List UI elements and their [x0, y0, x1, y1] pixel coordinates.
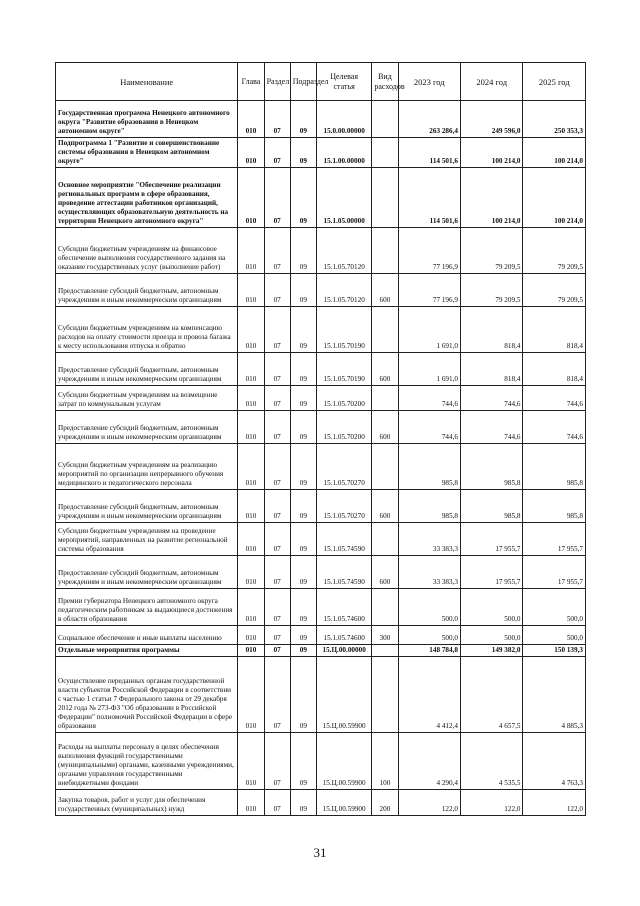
row-2024: 985,8	[461, 490, 523, 523]
row-vid	[372, 657, 398, 733]
table-row	[56, 626, 586, 645]
row-celevaya: 15.1.05.74590	[316, 556, 371, 589]
row-2024: 744,6	[461, 411, 523, 444]
row-podrazdel: 09	[290, 556, 316, 589]
col-2023-header: 2023 год	[398, 63, 460, 101]
row-2025: 122,0	[523, 790, 586, 816]
col-vid-header: Вид расходов	[372, 63, 398, 101]
row-name: Закупка товаров, работ и услуг для обеспечения государственных (муниципальных) нужд	[56, 790, 238, 816]
row-glava: 010	[238, 101, 264, 138]
table-row	[56, 228, 586, 274]
row-glava: 010	[238, 589, 264, 626]
row-celevaya: 15.1.05.70200	[316, 386, 371, 411]
row-2024: 249 596,0	[461, 101, 523, 138]
budget-table	[55, 62, 586, 816]
row-glava: 010	[238, 523, 264, 556]
row-name: Основное мероприятие "Обеспечение реализации региональных программ в сфере образования, проведение аттестации работников организаций, осуществляющих образовательную деятельность на территории Ненецкого автономного округа"	[56, 168, 238, 228]
row-2023: 1 691,0	[398, 353, 460, 386]
row-glava: 010	[238, 444, 264, 490]
row-podrazdel: 09	[290, 353, 316, 386]
row-podrazdel: 09	[290, 490, 316, 523]
row-celevaya: 15.1.05.70270	[316, 490, 371, 523]
row-2024: 818,4	[461, 353, 523, 386]
row-razdel: 07	[264, 274, 290, 307]
table-row	[56, 490, 586, 523]
row-name: Отдельные мероприятия программы	[56, 645, 238, 657]
row-2025: 17 955,7	[523, 556, 586, 589]
row-celevaya: 15.1.05.70120	[316, 274, 371, 307]
row-2024: 500,0	[461, 626, 523, 645]
row-name: Предоставление субсидий бюджетным, автономным учреждениям и иным некоммерческим организациям	[56, 490, 238, 523]
row-2025: 818,4	[523, 307, 586, 353]
row-2024: 985,8	[461, 444, 523, 490]
row-celevaya: 15.1.05.70120	[316, 228, 371, 274]
table-row	[56, 733, 586, 790]
table-row	[56, 138, 586, 168]
row-razdel: 07	[264, 645, 290, 657]
row-podrazdel: 09	[290, 101, 316, 138]
row-glava: 010	[238, 556, 264, 589]
row-name: Субсидии бюджетным учреждениям на проведение мероприятий, направленных на развитие региональной системы образования	[56, 523, 238, 556]
row-celevaya: 15.1.05.00000	[316, 168, 371, 228]
row-name: Предоставление субсидий бюджетным, автономным учреждениям и иным некоммерческим организациям	[56, 411, 238, 444]
row-2023: 122,0	[398, 790, 460, 816]
row-vid	[372, 101, 398, 138]
row-2024: 149 382,0	[461, 645, 523, 657]
row-razdel: 07	[264, 556, 290, 589]
row-vid	[372, 228, 398, 274]
row-glava: 010	[238, 168, 264, 228]
row-2023: 114 501,6	[398, 168, 460, 228]
row-2024: 4 535,5	[461, 733, 523, 790]
row-podrazdel: 09	[290, 523, 316, 556]
row-razdel: 07	[264, 589, 290, 626]
row-razdel: 07	[264, 353, 290, 386]
row-vid	[372, 444, 398, 490]
row-name: Расходы на выплаты персоналу в целях обеспечения выполнения функций государственными (муниципальными) органами, казенными учреждениями, органами управления государственными внебюджетными фондами	[56, 733, 238, 790]
row-celevaya: 15.1.05.74600	[316, 626, 371, 645]
row-podrazdel: 09	[290, 657, 316, 733]
row-glava: 010	[238, 386, 264, 411]
row-vid	[372, 386, 398, 411]
row-celevaya: 15.1.05.70190	[316, 307, 371, 353]
row-2025: 250 353,3	[523, 101, 586, 138]
row-name: Предоставление субсидий бюджетным, автономным учреждениям и иным некоммерческим организациям	[56, 556, 238, 589]
table-row	[56, 168, 586, 228]
row-celevaya: 15.1.05.74590	[316, 523, 371, 556]
row-2025: 500,0	[523, 589, 586, 626]
row-2025: 100 214,0	[523, 138, 586, 168]
row-2024: 17 955,7	[461, 523, 523, 556]
page-number: 31	[313, 845, 327, 860]
row-2023: 114 501,6	[398, 138, 460, 168]
row-celevaya: 15.1.05.74600	[316, 589, 371, 626]
row-vid: 600	[372, 490, 398, 523]
row-2023: 744,6	[398, 411, 460, 444]
table-row	[56, 444, 586, 490]
row-2025: 500,0	[523, 626, 586, 645]
row-2025: 744,6	[523, 386, 586, 411]
table-row	[56, 556, 586, 589]
row-celevaya: 15.1.00.00000	[316, 138, 371, 168]
row-vid: 200	[372, 790, 398, 816]
row-podrazdel: 09	[290, 626, 316, 645]
col-2025-header: 2025 год	[523, 63, 586, 101]
row-razdel: 07	[264, 626, 290, 645]
row-glava: 010	[238, 490, 264, 523]
col-celevaya-header: Целевая статья	[316, 63, 371, 101]
row-2025: 17 955,7	[523, 523, 586, 556]
row-celevaya: 15.1.05.70190	[316, 353, 371, 386]
row-podrazdel: 09	[290, 733, 316, 790]
row-name: Социальное обеспечение и иные выплаты населению	[56, 626, 238, 645]
row-glava: 010	[238, 645, 264, 657]
row-podrazdel: 09	[290, 790, 316, 816]
row-celevaya: 15.0.00.00000	[316, 101, 371, 138]
row-razdel: 07	[264, 228, 290, 274]
row-2023: 985,8	[398, 490, 460, 523]
row-glava: 010	[238, 274, 264, 307]
row-name: Субсидии бюджетным учреждениям на реализацию мероприятий по организации непрерывного обучения медицинского и педагогического персонала	[56, 444, 238, 490]
row-vid: 600	[372, 353, 398, 386]
row-2023: 4 290,4	[398, 733, 460, 790]
row-2025: 744,6	[523, 411, 586, 444]
row-glava: 010	[238, 733, 264, 790]
row-2023: 77 196,9	[398, 274, 460, 307]
table-row	[56, 353, 586, 386]
row-2024: 122,0	[461, 790, 523, 816]
row-razdel: 07	[264, 523, 290, 556]
row-vid	[372, 168, 398, 228]
row-2024: 100 214,0	[461, 138, 523, 168]
table-row	[56, 101, 586, 138]
col-2024-header: 2024 год	[461, 63, 523, 101]
row-2024: 79 209,5	[461, 228, 523, 274]
row-2023: 77 196,9	[398, 228, 460, 274]
row-vid	[372, 523, 398, 556]
col-podrazdel-header: Подраздел	[290, 63, 316, 101]
col-razdel-header: Раздел	[264, 63, 290, 101]
table-row	[56, 657, 586, 733]
col-glava-header: Глава	[238, 63, 264, 101]
row-2023: 500,0	[398, 626, 460, 645]
row-name: Премии губернатора Ненецкого автономного округа педагогическим работникам за выдающиеся достижения в области образования	[56, 589, 238, 626]
row-glava: 010	[238, 228, 264, 274]
row-name: Осуществление переданных органам государственной власти субъектов Российской Федерации в соответствии с частью 1 статьи 7 Федерального закона от 29 декабря 2012 года № 273-ФЗ "Об образовании в Российской Федерации" полномочий Российской Федерации в сфере образования	[56, 657, 238, 733]
row-podrazdel: 09	[290, 228, 316, 274]
row-2024: 100 214,0	[461, 168, 523, 228]
row-name: Государственная программа Ненецкого автономного округа "Развитие образования в Ненецком автономном округе"	[56, 101, 238, 138]
row-glava: 010	[238, 353, 264, 386]
row-glava: 010	[238, 657, 264, 733]
row-2023: 4 412,4	[398, 657, 460, 733]
row-vid: 300	[372, 626, 398, 645]
row-2024: 79 209,5	[461, 274, 523, 307]
row-2025: 818,4	[523, 353, 586, 386]
row-razdel: 07	[264, 168, 290, 228]
row-razdel: 07	[264, 411, 290, 444]
row-podrazdel: 09	[290, 645, 316, 657]
row-glava: 010	[238, 138, 264, 168]
row-razdel: 07	[264, 490, 290, 523]
row-glava: 010	[238, 626, 264, 645]
row-2023: 33 383,3	[398, 556, 460, 589]
row-celevaya: 15.Ц.00.59900	[316, 657, 371, 733]
row-2024: 500,0	[461, 589, 523, 626]
row-celevaya: 15.Ц.00.00000	[316, 645, 371, 657]
row-2025: 985,8	[523, 444, 586, 490]
row-podrazdel: 09	[290, 386, 316, 411]
row-podrazdel: 09	[290, 589, 316, 626]
row-razdel: 07	[264, 444, 290, 490]
col-name-header: Наименование	[56, 63, 238, 101]
table-row	[56, 411, 586, 444]
row-2023: 263 286,4	[398, 101, 460, 138]
row-celevaya: 15.1.05.70270	[316, 444, 371, 490]
row-vid: 600	[372, 274, 398, 307]
row-2024: 818,4	[461, 307, 523, 353]
row-2023: 33 383,3	[398, 523, 460, 556]
row-2025: 4 885,3	[523, 657, 586, 733]
row-2023: 500,0	[398, 589, 460, 626]
row-celevaya: 15.Ц.00.59900	[316, 733, 371, 790]
row-name: Подпрограмма 1 "Развитие и совершенствование системы образования в Ненецком автономном округе"	[56, 138, 238, 168]
table-row	[56, 645, 586, 657]
row-2024: 17 955,7	[461, 556, 523, 589]
row-glava: 010	[238, 790, 264, 816]
row-2025: 985,8	[523, 490, 586, 523]
row-2024: 4 657,5	[461, 657, 523, 733]
row-vid	[372, 589, 398, 626]
table-row	[56, 790, 586, 816]
row-2023: 985,8	[398, 444, 460, 490]
row-2025: 79 209,5	[523, 274, 586, 307]
row-vid: 100	[372, 733, 398, 790]
row-2025: 4 763,3	[523, 733, 586, 790]
table-row	[56, 523, 586, 556]
row-2025: 150 139,3	[523, 645, 586, 657]
row-razdel: 07	[264, 101, 290, 138]
row-name: Субсидии бюджетным учреждениям на компенсацию расходов на оплату стоимости проезда и провоза багажа к месту использования отпуска и обратно	[56, 307, 238, 353]
row-2025: 79 209,5	[523, 228, 586, 274]
row-name: Предоставление субсидий бюджетным, автономным учреждениям и иным некоммерческим организациям	[56, 353, 238, 386]
row-razdel: 07	[264, 733, 290, 790]
row-name: Субсидии бюджетным учреждениям на финансовое обеспечение выполнения государственного задания на оказание государственных услуг (выполнение работ)	[56, 228, 238, 274]
row-celevaya: 15.Ц.00.59900	[316, 790, 371, 816]
row-2024: 744,6	[461, 386, 523, 411]
row-2023: 148 784,8	[398, 645, 460, 657]
row-glava: 010	[238, 307, 264, 353]
row-2023: 1 691,0	[398, 307, 460, 353]
row-vid	[372, 138, 398, 168]
row-razdel: 07	[264, 386, 290, 411]
row-razdel: 07	[264, 307, 290, 353]
row-vid: 600	[372, 556, 398, 589]
row-podrazdel: 09	[290, 274, 316, 307]
row-podrazdel: 09	[290, 138, 316, 168]
row-vid: 600	[372, 411, 398, 444]
row-razdel: 07	[264, 790, 290, 816]
row-vid	[372, 645, 398, 657]
row-2023: 744,6	[398, 386, 460, 411]
table-row	[56, 307, 586, 353]
row-name: Предоставление субсидий бюджетным, автономным учреждениям и иным некоммерческим организациям	[56, 274, 238, 307]
row-podrazdel: 09	[290, 168, 316, 228]
row-name: Субсидии бюджетным учреждениям на возмещение затрат по коммунальным услугам	[56, 386, 238, 411]
table-row	[56, 386, 586, 411]
row-podrazdel: 09	[290, 411, 316, 444]
row-podrazdel: 09	[290, 444, 316, 490]
row-glava: 010	[238, 411, 264, 444]
row-razdel: 07	[264, 657, 290, 733]
row-vid	[372, 307, 398, 353]
table-header	[56, 63, 586, 101]
row-celevaya: 15.1.05.70200	[316, 411, 371, 444]
table-row	[56, 274, 586, 307]
row-razdel: 07	[264, 138, 290, 168]
row-podrazdel: 09	[290, 307, 316, 353]
row-2025: 100 214,0	[523, 168, 586, 228]
table-row	[56, 589, 586, 626]
